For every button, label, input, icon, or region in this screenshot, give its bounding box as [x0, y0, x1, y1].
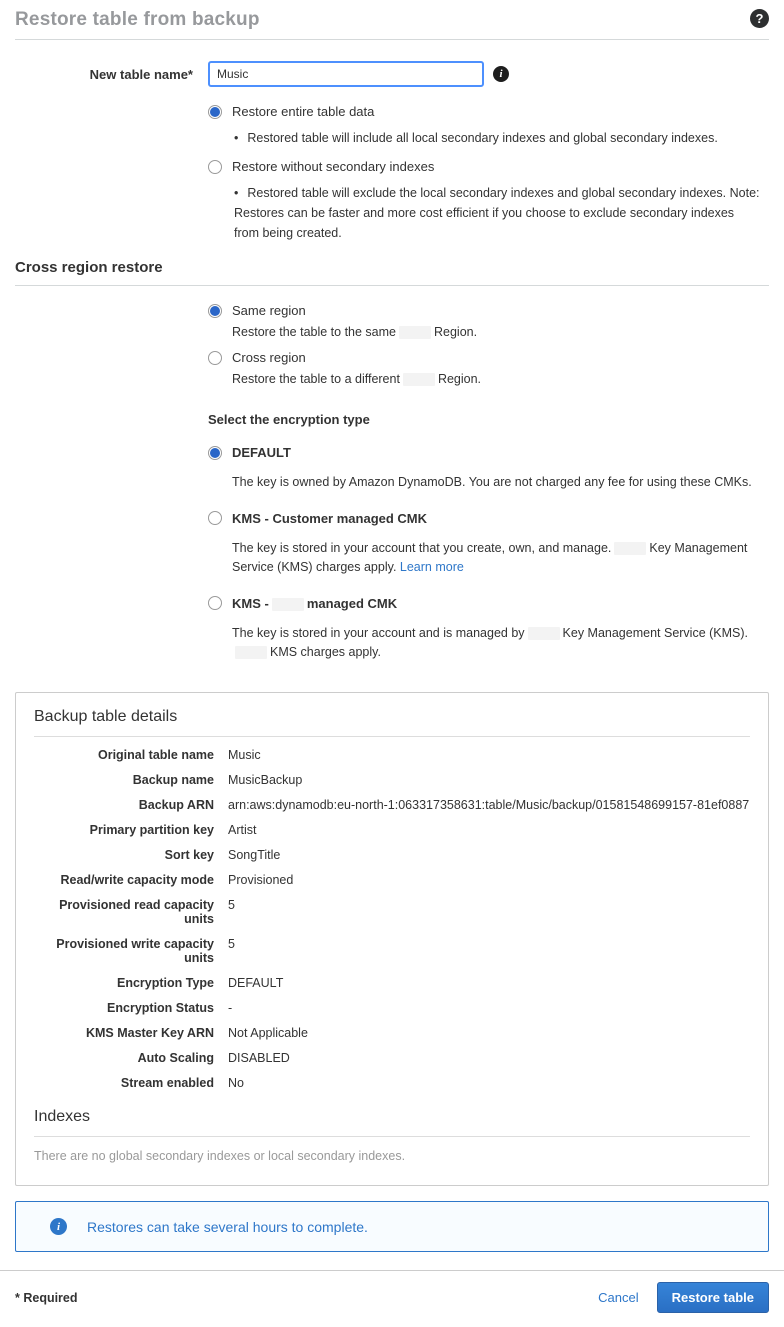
detail-value: -: [228, 1001, 233, 1016]
indexes-empty-message: There are no global secondary indexes or local secondary indexes.: [34, 1149, 406, 1164]
detail-label: Backup ARN: [138, 798, 214, 813]
restore-entire-note: [234, 128, 762, 148]
help-icon[interactable]: [750, 9, 769, 28]
restore-without-indexes-note: [234, 183, 762, 243]
radio-label: Cross region: [232, 350, 306, 366]
radio-restore-without-indexes[interactable]: [208, 159, 784, 174]
detail-value: Music: [228, 748, 261, 763]
learn-more-link[interactable]: Learn more: [399, 560, 464, 575]
detail-label: Read/write capacity mode: [60, 873, 214, 888]
cross-region-divider: [15, 285, 769, 286]
label-text: managed CMK: [306, 595, 398, 611]
cross-region-heading: Cross region restore: [15, 259, 163, 276]
radio-cross-region[interactable]: [208, 350, 784, 365]
detail-row: [34, 873, 750, 887]
detail-label: Stream enabled: [120, 1076, 214, 1091]
encryption-heading: Select the encryption type: [208, 412, 370, 428]
detail-label: Primary partition key: [89, 823, 214, 838]
radio-label: Same region: [232, 303, 306, 318]
restore-table-button[interactable]: Restore table: [657, 1282, 769, 1313]
redacted-text-box: [403, 373, 435, 386]
detail-value: Not Applicable: [228, 1026, 308, 1041]
radio-label: [232, 596, 397, 611]
bullet-icon: •: [234, 186, 239, 200]
note-text: Restored table will exclude the local secondary indexes and global secondary indexes. Note: Restores can be faster and more cost efficient if you choose to exclude secondary indexes from being created.: [234, 186, 760, 240]
detail-row: [34, 976, 750, 990]
detail-label: Backup name: [132, 773, 214, 788]
info-icon[interactable]: [493, 66, 509, 82]
detail-value: SongTitle: [228, 848, 281, 863]
backup-details-heading: Backup table details: [34, 708, 178, 726]
description-text: Region.: [433, 325, 478, 339]
radio-encryption-default[interactable]: [208, 445, 784, 460]
detail-row: [34, 1051, 750, 1065]
banner-text: Restores can take several hours to complete.: [87, 1218, 368, 1235]
default-encryption-description: The key is owned by Amazon DynamoDB. You are not charged any fee for using these CMKs.: [232, 475, 752, 490]
radio-button-icon: [208, 596, 222, 610]
page-header: [0, 0, 784, 39]
note-text: Restored table will include all local secondary indexes and global secondary indexes.: [247, 131, 718, 145]
detail-value: DISABLED: [228, 1051, 290, 1066]
radio-button-checked-icon: [208, 446, 222, 460]
footer-actions: [598, 1282, 769, 1313]
cancel-button[interactable]: Cancel: [598, 1290, 639, 1306]
info-banner: [15, 1201, 769, 1252]
detail-label: Provisioned read capacity units: [59, 898, 214, 927]
page-title: Restore table from backup: [15, 9, 260, 30]
detail-row: [34, 937, 750, 965]
description-text: The key is stored in your account and is managed by: [232, 625, 525, 640]
detail-label: Sort key: [164, 848, 214, 863]
info-icon: [50, 1218, 67, 1235]
description-text: Restore the table to a different: [232, 372, 400, 387]
encryption-option-kms-customer: [208, 511, 784, 578]
detail-value: arn:aws:dynamodb:eu-north-1:063317358631:table/Music/backup/01581548699157-81ef0887: [228, 798, 750, 813]
footer-bar: [0, 1271, 784, 1327]
radio-encryption-kms-customer[interactable]: [208, 511, 784, 526]
redacted-text-box: [272, 598, 304, 611]
detail-value: No: [228, 1076, 244, 1091]
description-text: KMS charges apply.: [270, 644, 381, 659]
detail-label: Provisioned write capacity units: [56, 937, 214, 966]
panel-divider: [34, 736, 750, 737]
header-divider: [15, 39, 769, 40]
redacted-text-box: [399, 326, 431, 339]
detail-row: [34, 748, 750, 762]
radio-button-icon: [208, 351, 222, 365]
same-region-description: [232, 325, 784, 339]
detail-value: Artist: [228, 823, 257, 838]
radio-encryption-kms-managed[interactable]: [208, 596, 784, 611]
detail-value: Provisioned: [228, 873, 294, 888]
detail-row: [34, 1001, 750, 1015]
new-table-name-input[interactable]: [208, 61, 484, 87]
detail-row: [34, 773, 750, 787]
radio-button-checked-icon: [208, 304, 222, 318]
label-text: KMS -: [232, 595, 269, 611]
description-text: The key is stored in your account that you create, own, and manage.: [232, 540, 612, 555]
redacted-text-box: [235, 646, 267, 659]
info-glyph: i: [56, 1220, 61, 1233]
new-table-name-row: [0, 61, 784, 87]
detail-value: 5: [228, 898, 235, 913]
kms-managed-description: [232, 624, 775, 663]
detail-label: Encryption Type: [116, 976, 214, 991]
bullet-icon: •: [234, 131, 239, 145]
detail-label: Encryption Status: [107, 1001, 214, 1016]
radio-restore-entire-table[interactable]: [208, 104, 784, 119]
detail-row: [34, 1076, 750, 1090]
radio-button-checked-icon: [208, 105, 222, 119]
radio-button-icon: [208, 511, 222, 525]
detail-value: 5: [228, 937, 235, 952]
required-note: * Required: [15, 1290, 78, 1305]
description-text: Restore the table to the same: [232, 325, 396, 339]
cross-region-options-group: [208, 303, 784, 386]
detail-row: [34, 848, 750, 862]
radio-label: DEFAULT: [232, 445, 291, 461]
detail-row: [34, 1026, 750, 1040]
radio-label: Restore entire table data: [232, 104, 375, 119]
detail-value: MusicBackup: [228, 773, 303, 788]
description-text: Region.: [437, 372, 482, 387]
detail-row: [34, 898, 750, 926]
restore-options-group: [208, 104, 784, 243]
info-glyph: i: [499, 68, 503, 80]
radio-button-icon: [208, 160, 222, 174]
description-text: Key Management Service (KMS).: [562, 625, 749, 640]
radio-same-region[interactable]: [208, 303, 784, 318]
detail-value: DEFAULT: [228, 976, 284, 991]
cross-region-description: [232, 372, 784, 386]
redacted-text-box: [528, 627, 560, 640]
indexes-heading: Indexes: [34, 1108, 91, 1126]
radio-label: KMS - Customer managed CMK: [232, 510, 428, 526]
radio-label: Restore without secondary indexes: [232, 159, 435, 174]
panel-divider: [34, 1136, 750, 1137]
encryption-option-kms-managed: [208, 596, 784, 663]
kms-customer-description: [232, 539, 775, 578]
detail-row: [34, 823, 750, 837]
detail-label: KMS Master Key ARN: [85, 1026, 214, 1041]
redacted-text-box: [614, 542, 646, 555]
detail-label: Auto Scaling: [137, 1051, 214, 1066]
detail-label: Original table name: [97, 748, 214, 763]
new-table-name-label: New table name*: [89, 66, 193, 82]
backup-details-panel: [15, 692, 769, 1186]
description-text: Key Management Service (KMS) charges apply.: [232, 540, 748, 575]
encryption-option-default: [208, 445, 784, 492]
detail-row: [34, 798, 750, 812]
question-mark-glyph: ?: [755, 11, 764, 26]
